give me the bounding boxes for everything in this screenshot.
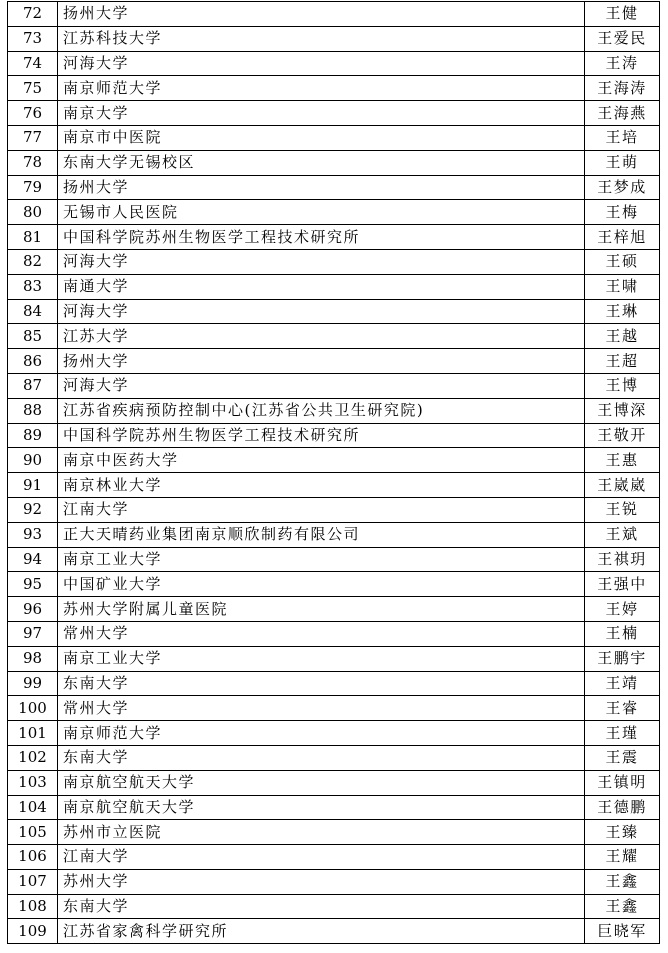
institution-name: 苏州市立医院 xyxy=(58,820,585,845)
table-row xyxy=(8,2,660,27)
row-number: 89 xyxy=(8,423,58,448)
institution-name: 苏州大学 xyxy=(58,869,585,894)
table-row xyxy=(8,175,660,200)
person-name: 王德鹏 xyxy=(585,795,660,820)
institution-name: 常州大学 xyxy=(58,696,585,721)
person-name: 王博深 xyxy=(585,398,660,423)
institution-name: 南京航空航天大学 xyxy=(58,770,585,795)
table-row xyxy=(8,398,660,423)
table-row xyxy=(8,324,660,349)
table-row xyxy=(8,869,660,894)
row-number: 109 xyxy=(8,919,58,944)
institution-name: 江苏省疾病预防控制中心(江苏省公共卫生研究院) xyxy=(58,398,585,423)
institution-name: 南京航空航天大学 xyxy=(58,795,585,820)
person-name: 王臻 xyxy=(585,820,660,845)
row-number: 81 xyxy=(8,225,58,250)
person-name: 王萌 xyxy=(585,150,660,175)
institution-name: 东南大学无锡校区 xyxy=(58,150,585,175)
row-number: 94 xyxy=(8,547,58,572)
person-name: 王鑫 xyxy=(585,894,660,919)
institution-name: 河海大学 xyxy=(58,51,585,76)
institution-name: 扬州大学 xyxy=(58,2,585,27)
person-name: 王祺玥 xyxy=(585,547,660,572)
row-number: 84 xyxy=(8,299,58,324)
institution-name: 南京工业大学 xyxy=(58,547,585,572)
person-name: 王海燕 xyxy=(585,101,660,126)
table-row xyxy=(8,646,660,671)
row-number: 100 xyxy=(8,696,58,721)
person-name: 王鹏宇 xyxy=(585,646,660,671)
table-row xyxy=(8,770,660,795)
table-row xyxy=(8,125,660,150)
person-name: 王崴崴 xyxy=(585,473,660,498)
row-number: 99 xyxy=(8,671,58,696)
row-number: 107 xyxy=(8,869,58,894)
person-name: 王硕 xyxy=(585,249,660,274)
table-row xyxy=(8,597,660,622)
institution-name: 扬州大学 xyxy=(58,349,585,374)
institution-name: 中国科学院苏州生物医学工程技术研究所 xyxy=(58,423,585,448)
person-name: 王睿 xyxy=(585,696,660,721)
person-name: 王斌 xyxy=(585,522,660,547)
institution-name: 苏州大学附属儿童医院 xyxy=(58,597,585,622)
table-row xyxy=(8,76,660,101)
institution-name: 中国矿业大学 xyxy=(58,572,585,597)
table-row xyxy=(8,349,660,374)
institution-name: 南京工业大学 xyxy=(58,646,585,671)
person-name: 巨晓军 xyxy=(585,919,660,944)
person-name: 王梅 xyxy=(585,200,660,225)
table-row xyxy=(8,497,660,522)
person-name: 王越 xyxy=(585,324,660,349)
person-name: 王琳 xyxy=(585,299,660,324)
institution-name: 中国科学院苏州生物医学工程技术研究所 xyxy=(58,225,585,250)
person-name: 王梦成 xyxy=(585,175,660,200)
person-name: 王镇明 xyxy=(585,770,660,795)
institution-name: 正大天晴药业集团南京顺欣制药有限公司 xyxy=(58,522,585,547)
row-number: 96 xyxy=(8,597,58,622)
institution-name: 南京师范大学 xyxy=(58,76,585,101)
person-name: 王楠 xyxy=(585,621,660,646)
row-number: 75 xyxy=(8,76,58,101)
table-row xyxy=(8,745,660,770)
institution-name: 江苏大学 xyxy=(58,324,585,349)
institution-name: 南京师范大学 xyxy=(58,721,585,746)
row-number: 78 xyxy=(8,150,58,175)
person-name: 王耀 xyxy=(585,845,660,870)
person-name: 王超 xyxy=(585,349,660,374)
row-number: 73 xyxy=(8,26,58,51)
row-number: 80 xyxy=(8,200,58,225)
row-number: 83 xyxy=(8,274,58,299)
table-row xyxy=(8,448,660,473)
row-number: 79 xyxy=(8,175,58,200)
table-row xyxy=(8,919,660,944)
person-name: 王强中 xyxy=(585,572,660,597)
person-name: 王惠 xyxy=(585,448,660,473)
table-row xyxy=(8,473,660,498)
table-row xyxy=(8,894,660,919)
person-name: 王婷 xyxy=(585,597,660,622)
row-number: 104 xyxy=(8,795,58,820)
person-name: 王梓旭 xyxy=(585,225,660,250)
institution-name: 南京市中医院 xyxy=(58,125,585,150)
row-number: 101 xyxy=(8,721,58,746)
institution-name: 河海大学 xyxy=(58,299,585,324)
person-name: 王靖 xyxy=(585,671,660,696)
row-number: 103 xyxy=(8,770,58,795)
table-row xyxy=(8,51,660,76)
row-number: 102 xyxy=(8,745,58,770)
table-row xyxy=(8,621,660,646)
row-number: 77 xyxy=(8,125,58,150)
table-row xyxy=(8,522,660,547)
institution-name: 东南大学 xyxy=(58,671,585,696)
institution-name: 东南大学 xyxy=(58,745,585,770)
institution-name: 河海大学 xyxy=(58,373,585,398)
row-number: 74 xyxy=(8,51,58,76)
institution-name: 扬州大学 xyxy=(58,175,585,200)
person-name: 王培 xyxy=(585,125,660,150)
table-row xyxy=(8,200,660,225)
institution-name: 南通大学 xyxy=(58,274,585,299)
row-number: 91 xyxy=(8,473,58,498)
row-number: 72 xyxy=(8,2,58,27)
institution-name: 河海大学 xyxy=(58,249,585,274)
table-row xyxy=(8,26,660,51)
row-number: 90 xyxy=(8,448,58,473)
table-row xyxy=(8,671,660,696)
person-name: 王健 xyxy=(585,2,660,27)
institution-name: 南京林业大学 xyxy=(58,473,585,498)
table-row xyxy=(8,150,660,175)
row-number: 106 xyxy=(8,845,58,870)
institution-name: 江南大学 xyxy=(58,497,585,522)
row-number: 88 xyxy=(8,398,58,423)
institution-name: 东南大学 xyxy=(58,894,585,919)
person-name: 王爱民 xyxy=(585,26,660,51)
table-row xyxy=(8,423,660,448)
table-row xyxy=(8,721,660,746)
table-row xyxy=(8,547,660,572)
table-row xyxy=(8,225,660,250)
person-name: 王锐 xyxy=(585,497,660,522)
person-name: 王海涛 xyxy=(585,76,660,101)
row-number: 82 xyxy=(8,249,58,274)
table-row xyxy=(8,572,660,597)
person-name: 王鑫 xyxy=(585,869,660,894)
table-row xyxy=(8,820,660,845)
roster-table xyxy=(7,1,660,944)
person-name: 王博 xyxy=(585,373,660,398)
row-number: 92 xyxy=(8,497,58,522)
row-number: 93 xyxy=(8,522,58,547)
table-row xyxy=(8,845,660,870)
institution-name: 江南大学 xyxy=(58,845,585,870)
row-number: 105 xyxy=(8,820,58,845)
row-number: 86 xyxy=(8,349,58,374)
row-number: 108 xyxy=(8,894,58,919)
person-name: 王震 xyxy=(585,745,660,770)
table-row xyxy=(8,795,660,820)
institution-name: 南京大学 xyxy=(58,101,585,126)
table-row xyxy=(8,696,660,721)
institution-name: 江苏省家禽科学研究所 xyxy=(58,919,585,944)
roster-table-body xyxy=(8,2,660,944)
row-number: 87 xyxy=(8,373,58,398)
row-number: 98 xyxy=(8,646,58,671)
table-row xyxy=(8,249,660,274)
institution-name: 南京中医药大学 xyxy=(58,448,585,473)
row-number: 85 xyxy=(8,324,58,349)
person-name: 王啸 xyxy=(585,274,660,299)
institution-name: 常州大学 xyxy=(58,621,585,646)
institution-name: 江苏科技大学 xyxy=(58,26,585,51)
table-row xyxy=(8,299,660,324)
person-name: 王瑾 xyxy=(585,721,660,746)
row-number: 76 xyxy=(8,101,58,126)
row-number: 97 xyxy=(8,621,58,646)
table-row xyxy=(8,373,660,398)
person-name: 王涛 xyxy=(585,51,660,76)
row-number: 95 xyxy=(8,572,58,597)
institution-name: 无锡市人民医院 xyxy=(58,200,585,225)
person-name: 王敬开 xyxy=(585,423,660,448)
table-row xyxy=(8,101,660,126)
table-row xyxy=(8,274,660,299)
